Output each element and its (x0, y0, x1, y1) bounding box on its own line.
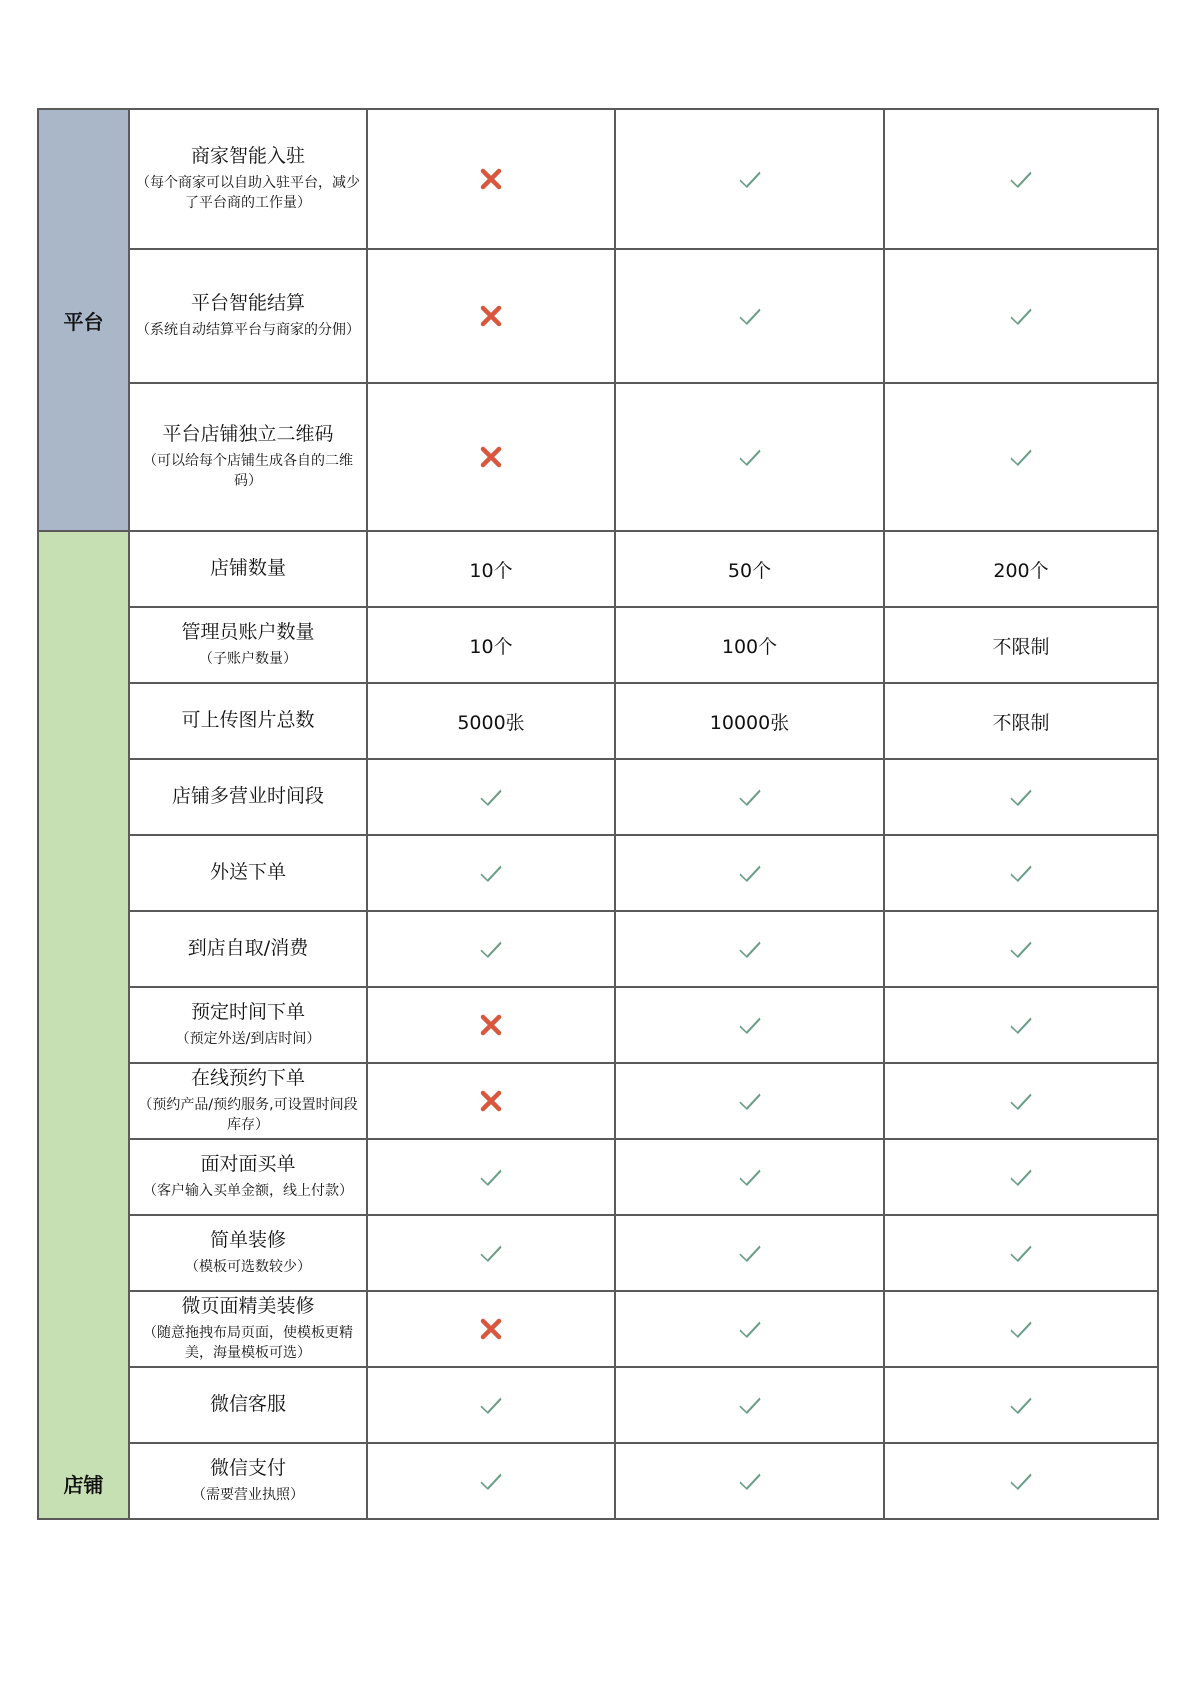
tier-1-cell (367, 1291, 615, 1367)
tier-1-cell (367, 835, 615, 911)
tier-3-cell (884, 1367, 1158, 1443)
feature-cell (129, 249, 367, 383)
check-icon (738, 1013, 762, 1037)
check-icon (738, 445, 762, 469)
check-icon (1009, 445, 1033, 469)
feature-name: 店铺多营业时间段 (171, 785, 324, 808)
table-row (38, 249, 1158, 383)
feature-note: （预定外送/到店时间） (175, 1030, 321, 1047)
check-icon (479, 937, 503, 961)
feature-note: （客户输入买单金额，线上付款） (143, 1182, 353, 1199)
check-icon (1009, 304, 1033, 328)
check-icon (479, 785, 503, 809)
feature-name: 在线预约下单 (190, 1066, 305, 1089)
table-row (38, 607, 1158, 683)
tier-3-cell (884, 1291, 1158, 1367)
tier-value: 不限制 (992, 711, 1050, 734)
feature-cell (129, 1215, 367, 1291)
tier-1-cell (367, 759, 615, 835)
check-icon (1009, 1013, 1033, 1037)
tier-3-cell (884, 1215, 1158, 1291)
table-row (38, 911, 1158, 987)
tier-2-cell (615, 109, 884, 249)
feature-cell (129, 383, 367, 531)
tier-1-cell (367, 987, 615, 1063)
table-row (38, 1139, 1158, 1215)
tier-value: 10000张 (709, 711, 790, 734)
tier-1-cell (367, 1139, 615, 1215)
tier-1-cell (367, 531, 615, 607)
feature-cell (129, 607, 367, 683)
check-icon (738, 304, 762, 328)
check-icon (1009, 861, 1033, 885)
feature-note: （随意拖拽布局页面，使模板更精美，海量模板可选） (143, 1324, 353, 1361)
tier-3-cell (884, 249, 1158, 383)
check-icon (738, 1165, 762, 1189)
check-icon (1009, 1317, 1033, 1341)
check-icon (738, 1241, 762, 1265)
feature-note: （子账户数量） (199, 650, 297, 667)
feature-cell (129, 109, 367, 249)
check-icon (738, 861, 762, 885)
table-row (38, 1215, 1158, 1291)
tier-value: 10个 (469, 635, 513, 658)
tier-2-cell (615, 987, 884, 1063)
tier-2-cell (615, 759, 884, 835)
tier-3-cell (884, 835, 1158, 911)
check-icon (738, 1317, 762, 1341)
check-icon (738, 1089, 762, 1113)
tier-value: 50个 (727, 559, 772, 582)
feature-cell (129, 1291, 367, 1367)
check-icon (1009, 1241, 1033, 1265)
tier-2-cell (615, 531, 884, 607)
feature-note: （每个商家可以自助入驻平台，减少了平台商的工作量） (136, 174, 360, 211)
tier-1-cell (367, 607, 615, 683)
tier-3-cell (884, 759, 1158, 835)
feature-note: （模板可选数较少） (185, 1258, 311, 1275)
tier-2-cell (615, 383, 884, 531)
check-icon (1009, 1165, 1033, 1189)
check-icon (738, 937, 762, 961)
check-icon (738, 167, 762, 191)
check-icon (1009, 1393, 1033, 1417)
cross-icon (479, 304, 503, 328)
tier-3-cell (884, 109, 1158, 249)
tier-value: 不限制 (992, 635, 1050, 658)
tier-1-cell (367, 683, 615, 759)
tier-1-cell (367, 1367, 615, 1443)
check-icon (479, 1469, 503, 1493)
table-row (38, 987, 1158, 1063)
feature-name: 预定时间下单 (190, 1000, 305, 1023)
tier-3-cell (884, 1139, 1158, 1215)
feature-cell (129, 987, 367, 1063)
group-label-store: 店铺 (38, 531, 129, 1519)
group-label-platform: 平台 (38, 109, 129, 531)
check-icon (479, 1165, 503, 1189)
feature-cell (129, 911, 367, 987)
tier-1-cell (367, 1215, 615, 1291)
check-icon (479, 861, 503, 885)
cross-icon (479, 1013, 503, 1037)
check-icon (479, 1393, 503, 1417)
table-row (38, 835, 1158, 911)
tier-2-cell (615, 607, 884, 683)
table-row (38, 1063, 1158, 1139)
feature-cell (129, 759, 367, 835)
tier-2-cell (615, 835, 884, 911)
feature-note: （系统自动结算平台与商家的分佣） (136, 321, 360, 338)
tier-value: 5000张 (457, 711, 525, 734)
feature-note: （可以给每个店铺生成各自的二维码） (143, 452, 353, 489)
feature-note: （预约产品/预约服务,可设置时间段库存） (138, 1096, 358, 1133)
tier-2-cell (615, 1291, 884, 1367)
tier-2-cell (615, 1367, 884, 1443)
feature-comparison-table (37, 108, 1159, 1520)
feature-cell (129, 835, 367, 911)
tier-3-cell (884, 1063, 1158, 1139)
tier-3-cell (884, 683, 1158, 759)
tier-2-cell (615, 1063, 884, 1139)
tier-1-cell (367, 911, 615, 987)
tier-3-cell (884, 607, 1158, 683)
feature-name: 可上传图片总数 (181, 709, 315, 732)
feature-name: 管理员账户数量 (181, 620, 315, 643)
feature-name: 外送下单 (209, 861, 286, 884)
tier-1-cell (367, 109, 615, 249)
tier-3-cell (884, 531, 1158, 607)
feature-name: 商家智能入驻 (190, 144, 305, 167)
check-icon (738, 1469, 762, 1493)
table-row (38, 1443, 1158, 1519)
tier-2-cell (615, 1443, 884, 1519)
table-row (38, 1291, 1158, 1367)
table-row (38, 383, 1158, 531)
feature-cell (129, 531, 367, 607)
check-icon (1009, 1089, 1033, 1113)
tier-value: 10个 (469, 559, 513, 582)
tier-2-cell (615, 1215, 884, 1291)
feature-cell (129, 1139, 367, 1215)
check-icon (1009, 785, 1033, 809)
feature-note: （需要营业执照） (192, 1486, 304, 1503)
cross-icon (479, 1317, 503, 1341)
tier-value: 100个 (721, 635, 778, 658)
check-icon (1009, 937, 1033, 961)
table-row (38, 759, 1158, 835)
feature-cell (129, 1367, 367, 1443)
feature-name: 平台智能结算 (190, 291, 305, 314)
tier-3-cell (884, 987, 1158, 1063)
table-row (38, 531, 1158, 607)
check-icon (738, 1393, 762, 1417)
feature-cell (129, 1443, 367, 1519)
feature-cell (129, 1063, 367, 1139)
feature-name: 简单装修 (209, 1228, 286, 1251)
table-row (38, 683, 1158, 759)
tier-1-cell (367, 249, 615, 383)
tier-1-cell (367, 1063, 615, 1139)
tier-3-cell (884, 1443, 1158, 1519)
cross-icon (479, 445, 503, 469)
feature-comparison-sheet (37, 108, 1159, 1520)
feature-name: 店铺数量 (209, 557, 286, 580)
tier-2-cell (615, 1139, 884, 1215)
feature-name: 到店自取/消费 (187, 937, 309, 960)
tier-1-cell (367, 383, 615, 531)
check-icon (1009, 1469, 1033, 1493)
feature-name: 微信支付 (209, 1456, 286, 1479)
feature-name: 面对面买单 (200, 1152, 296, 1175)
table-row (38, 109, 1158, 249)
table-row (38, 1367, 1158, 1443)
feature-name: 平台店铺独立二维码 (162, 422, 334, 445)
check-icon (479, 1241, 503, 1265)
table-body (38, 109, 1158, 1519)
tier-3-cell (884, 383, 1158, 531)
tier-2-cell (615, 911, 884, 987)
check-icon (738, 785, 762, 809)
cross-icon (479, 167, 503, 191)
tier-2-cell (615, 249, 884, 383)
feature-name: 微页面精美装修 (181, 1294, 315, 1317)
cross-icon (479, 1089, 503, 1113)
tier-value: 200个 (993, 559, 1049, 582)
feature-name: 微信客服 (209, 1393, 286, 1416)
tier-1-cell (367, 1443, 615, 1519)
check-icon (1009, 167, 1033, 191)
tier-2-cell (615, 683, 884, 759)
tier-3-cell (884, 911, 1158, 987)
feature-cell (129, 683, 367, 759)
